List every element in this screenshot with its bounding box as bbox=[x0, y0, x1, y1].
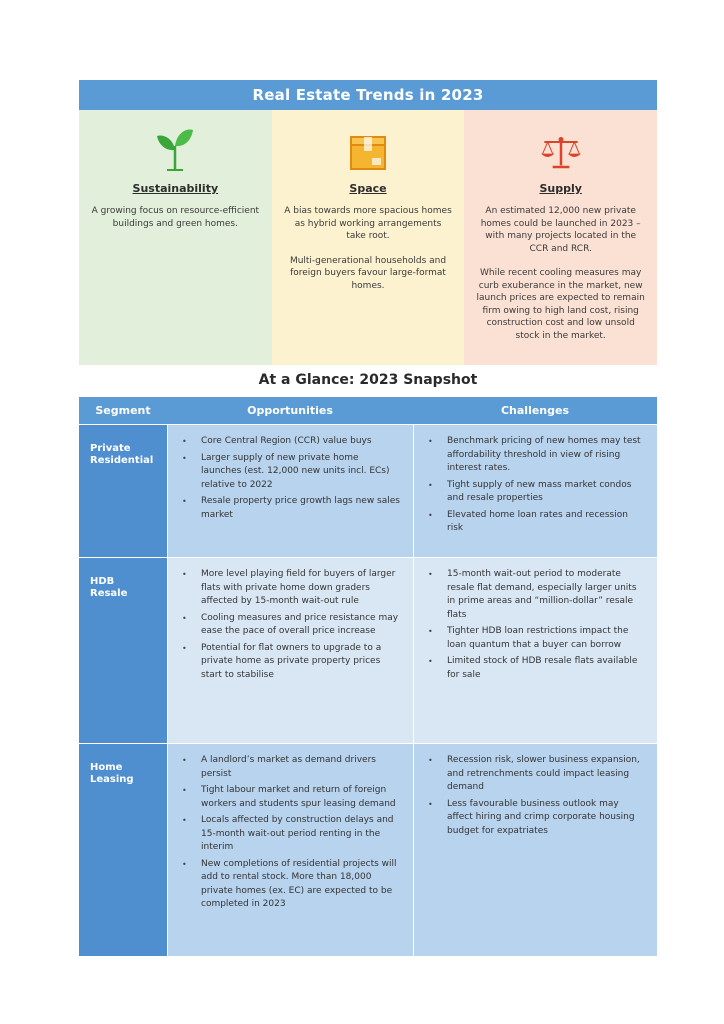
trend-card-supply bbox=[464, 110, 657, 365]
table-row bbox=[79, 557, 657, 743]
trend-card-space bbox=[272, 110, 465, 365]
list-item: • A landlord’s market as demand drivers persist bbox=[180, 754, 401, 781]
list-item: • Locals affected by construction delays and 15-month wait-out period renting in the interim bbox=[180, 814, 401, 855]
header-opportunities: Opportunities bbox=[247, 404, 333, 417]
table-header bbox=[79, 397, 657, 424]
bullet-list bbox=[426, 435, 645, 536]
list-item: • More level playing field for buyers of larger flats with private home down graders affected by 15-month wait-out rule bbox=[180, 568, 401, 609]
table-row bbox=[79, 424, 657, 557]
list-item: • Limited stock of HDB resale flats available for sale bbox=[426, 655, 645, 682]
trend-heading: Space bbox=[349, 182, 387, 195]
trend-text: A growing focus on resource-efficient buildings and green homes. bbox=[91, 206, 260, 229]
trend-text: Multi-generational households and foreign buyers favour large-format homes. bbox=[289, 255, 447, 291]
list-item: • Tight labour market and return of foreign workers and students spur leasing demand bbox=[180, 784, 401, 811]
trend-card-sustainability bbox=[79, 110, 272, 365]
list-item: • Less favourable business outlook may affect hiring and crimp corporate housing budget for expatriates bbox=[426, 798, 645, 839]
list-item: • Elevated home loan rates and recession risk bbox=[426, 509, 645, 536]
trend-text: A bias towards more spacious homes as hybrid working arrangements take root. bbox=[284, 206, 452, 241]
challenges-cell bbox=[413, 744, 657, 956]
trend-text: While recent cooling measures may curb exuberance in the market, new launch prices are expected to remain firm owing to high land cost, rising construction cost and low unsold stock in the market. bbox=[476, 268, 645, 341]
page-title-banner bbox=[79, 80, 657, 110]
trend-text: An estimated 12,000 new private homes could be launched in 2023 – with many projects located in the CCR and RCR. bbox=[480, 206, 641, 254]
table-body bbox=[79, 424, 657, 956]
box-icon bbox=[348, 124, 388, 172]
header-segment: Segment bbox=[95, 404, 151, 417]
list-item: • Tight supply of new mass market condos and resale properties bbox=[426, 479, 645, 506]
seedling-icon bbox=[155, 124, 195, 172]
list-item: • New completions of residential projects will add to rental stock. More than 18,000 private homes (ex. EC) are expected to be completed in 2023 bbox=[180, 858, 401, 912]
list-item: • Benchmark pricing of new homes may test affordability threshold in view of rising interest rates. bbox=[426, 435, 645, 476]
opportunities-cell bbox=[167, 744, 413, 956]
list-item: • Core Central Region (CCR) value buys bbox=[180, 435, 401, 449]
list-item: • Recession risk, slower business expansion, and retrenchments could impact leasing demand bbox=[426, 754, 645, 795]
trend-heading: Sustainability bbox=[132, 182, 219, 195]
trends-section bbox=[79, 110, 657, 365]
opportunities-cell bbox=[167, 558, 413, 743]
scales-icon bbox=[541, 124, 581, 172]
list-item: • Resale property price growth lags new sales market bbox=[180, 495, 401, 522]
bullet-list bbox=[426, 754, 645, 838]
header-challenges: Challenges bbox=[500, 404, 570, 417]
list-item: • Tighter HDB loan restrictions impact the loan quantum that a buyer can borrow bbox=[426, 625, 645, 652]
page-title: Real Estate Trends in 2023 bbox=[252, 86, 484, 104]
snapshot-table bbox=[79, 397, 657, 956]
challenges-cell bbox=[413, 558, 657, 743]
list-item: • Larger supply of new private home launches (est. 12,000 new units incl. ECs) relative to 2022 bbox=[180, 452, 401, 493]
segment-label: HDB Resale bbox=[79, 558, 167, 743]
snapshot-title: At a Glance: 2023 Snapshot bbox=[258, 372, 478, 388]
challenges-cell bbox=[413, 425, 657, 557]
list-item: • 15-month wait-out period to moderate resale flat demand, especially larger units in prime areas and “million-dollar” resale flats bbox=[426, 568, 645, 622]
list-item: • Potential for flat owners to upgrade to a private home as private property prices start to stabilise bbox=[180, 642, 401, 683]
opportunities-cell bbox=[167, 425, 413, 557]
trend-heading: Supply bbox=[539, 182, 582, 195]
bullet-list bbox=[180, 435, 401, 522]
list-item: • Cooling measures and price resistance may ease the pace of overall price increase bbox=[180, 612, 401, 639]
segment-label: Private Residential bbox=[79, 425, 167, 557]
bullet-list bbox=[180, 568, 401, 682]
bullet-list bbox=[180, 754, 401, 912]
segment-label: Home Leasing bbox=[79, 744, 167, 956]
table-row bbox=[79, 743, 657, 956]
bullet-list bbox=[426, 568, 645, 682]
